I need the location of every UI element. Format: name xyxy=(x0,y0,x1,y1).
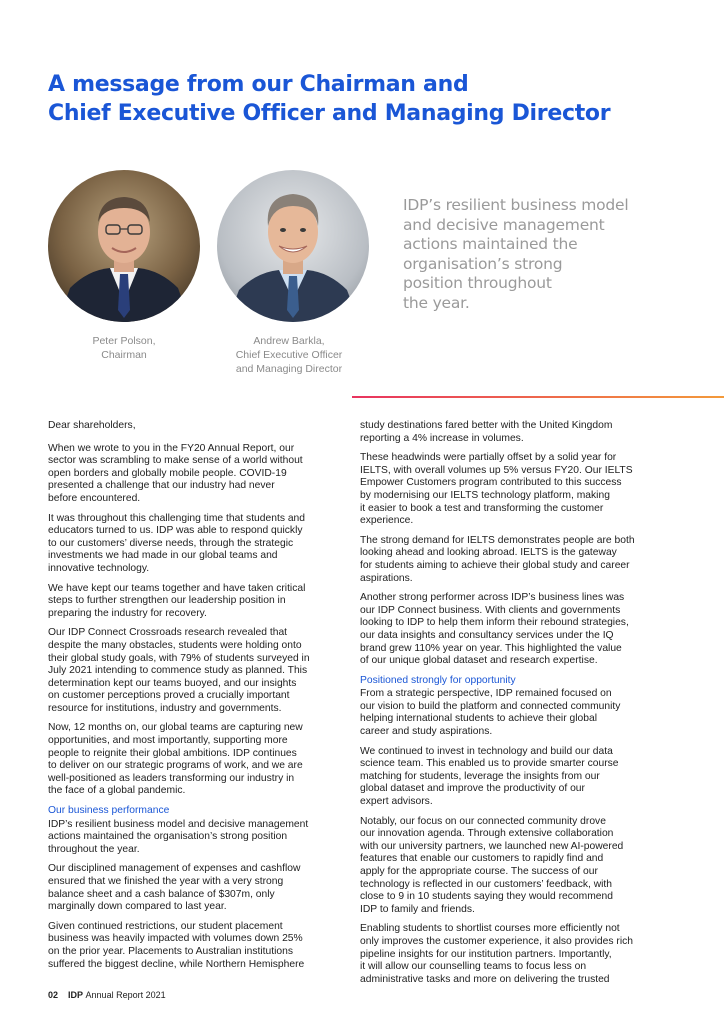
page-footer xyxy=(48,990,166,1000)
body-paragraph: The strong demand for IELTS demonstrates people are both looking ahead and looking abroad. IELTS is the gateway for students aiming to achieve their global study and career aspirations. xyxy=(360,534,635,584)
body-paragraph: Our disciplined management of expenses and cashflow ensured that we finished the year with a very strong balance sheet and a cash balance of $307m, only marginally down compared to last year. xyxy=(48,863,301,913)
body-paragraph: From a strategic perspective, IDP remained focused on our vision to build the platform and connected community helping international students to achieve their global career and study aspirations. xyxy=(360,688,621,738)
salutation: Dear shareholders, xyxy=(48,420,136,431)
body-paragraph: It was throughout this challenging time that students and educators turned to us. IDP was able to respond quickly to our customers’ diverse needs, through the strategic investments we had made in our global teams and innovative technology. xyxy=(48,512,306,574)
ceo-name: Andrew Barkla, xyxy=(253,335,325,347)
body-paragraph: study destinations fared better with the United Kingdom reporting a 4% increase in volumes. xyxy=(360,420,613,444)
gradient-divider xyxy=(352,396,724,398)
page-title xyxy=(48,70,610,128)
pull-quote-line: actions maintained the xyxy=(403,235,578,253)
section-heading-positioned-strongly: Positioned strongly for opportunity xyxy=(360,674,516,686)
ceo-role-line: Chief Executive Officer xyxy=(235,349,343,361)
left-column xyxy=(48,420,338,978)
footer-brand: IDP xyxy=(68,990,84,1000)
body-paragraph: IDP’s resilient business model and decisive management actions maintained the organisation’s strong position throughout the year. xyxy=(48,818,309,855)
footer-label: Annual Report 2021 xyxy=(85,990,166,1000)
body-paragraph: Notably, our focus on our connected community drove our innovation agenda. Through extensive collaboration with our university partners, we launched new AI-powered features that enable our customers to rapidly find and apply for the appropriate course. The success of our technology is reflected in our customers’ feedback, with close to 9 in 10 students saying they would recommend IDP to family and friends. xyxy=(360,815,624,915)
chairman-role: Chairman xyxy=(101,349,147,361)
title-line: Chief Executive Officer and Managing Director xyxy=(48,101,611,126)
body-paragraph: We continued to invest in technology and build our data science team. This enabled us to provide smarter course matching for students, leverage the insights from our global dataset and improve the productivity of our expert advisors. xyxy=(360,745,619,808)
chairman-caption xyxy=(54,334,194,362)
body-paragraph: Enabling students to shortlist courses more efficiently not only improves the customer experience, it also provides rich pipeline insights for our institution partners. Importantly, it will allow our counselling teams to focus less on administrative tasks and more on delivering the trusted xyxy=(360,923,633,985)
chairman-portrait xyxy=(48,170,200,322)
pull-quote-line: organisation’s strong xyxy=(403,254,563,273)
pull-quote-line: and decisive management xyxy=(403,215,605,234)
body-paragraph: Given continued restrictions, our student placement business was heavily impacted with volumes down 25% on the prior year. Placements to Australian institutions suffered the biggest decline, while Northern Hemisphere xyxy=(48,920,305,970)
body-paragraph: When we wrote to you in the FY20 Annual Report, our sector was scrambling to make sense of a world without open borders and globally mobile people. COVID-19 presented a challenge that our industry had never before encountered. xyxy=(48,442,303,504)
right-column xyxy=(360,420,660,993)
body-paragraph: Another strong performer across IDP’s business lines was our IDP Connect business. With clients and governments looking to IDP to help them inform their rebound strategies, our data insights and consultancy services under the IQ brand grew 110% year on year. This highlighted the value of our unique global dataset and research expertise. xyxy=(360,592,629,667)
chairman-portrait-image xyxy=(48,170,200,322)
pull-quote-line: position throughout xyxy=(403,274,552,292)
pull-quote-line: IDP’s resilient business model xyxy=(403,196,629,214)
page-number: 02 xyxy=(48,990,59,1000)
chairman-name: Peter Polson, xyxy=(92,335,156,347)
ceo-role-line: and Managing Director xyxy=(235,363,343,375)
ceo-portrait-image xyxy=(217,170,369,322)
body-paragraph: These headwinds were partially offset by a solid year for IELTS, with overall volumes up 5% versus FY20. Our IELTS Empower Customers program contributed to this success by modernising our IELTS technology platform, making it easier to book a test and transforming the customer experience. xyxy=(360,452,633,527)
body-paragraph: Now, 12 months on, our global teams are capturing new opportunities, and most importantly, supporting more people to reignite their global ambitions. IDP continues to deliver on our strategic programs of work, and we are well-positioned as leaders transforming our industry in the face of a global pandemic. xyxy=(48,722,303,797)
ceo-portrait xyxy=(217,170,369,322)
ceo-caption xyxy=(215,334,363,376)
body-paragraph: We have kept our teams together and have taken critical steps to further strengthen our leadership position in preparing the industry for recovery. xyxy=(48,582,306,619)
section-heading-business-performance: Our business performance xyxy=(48,805,170,817)
pull-quote-line: the year. xyxy=(403,293,470,312)
pull-quote xyxy=(403,196,703,313)
title-line: A message from our Chairman and xyxy=(48,72,469,97)
body-paragraph: Our IDP Connect Crossroads research revealed that despite the many obstacles, students were holding onto their global study goals, with 79% of students surveyed in July 2021 intending to commence study as planned. This determination kept our teams buoyed, and our insights on customer perceptions proved a crucially important resource for institutions, industry and governments. xyxy=(48,627,310,714)
